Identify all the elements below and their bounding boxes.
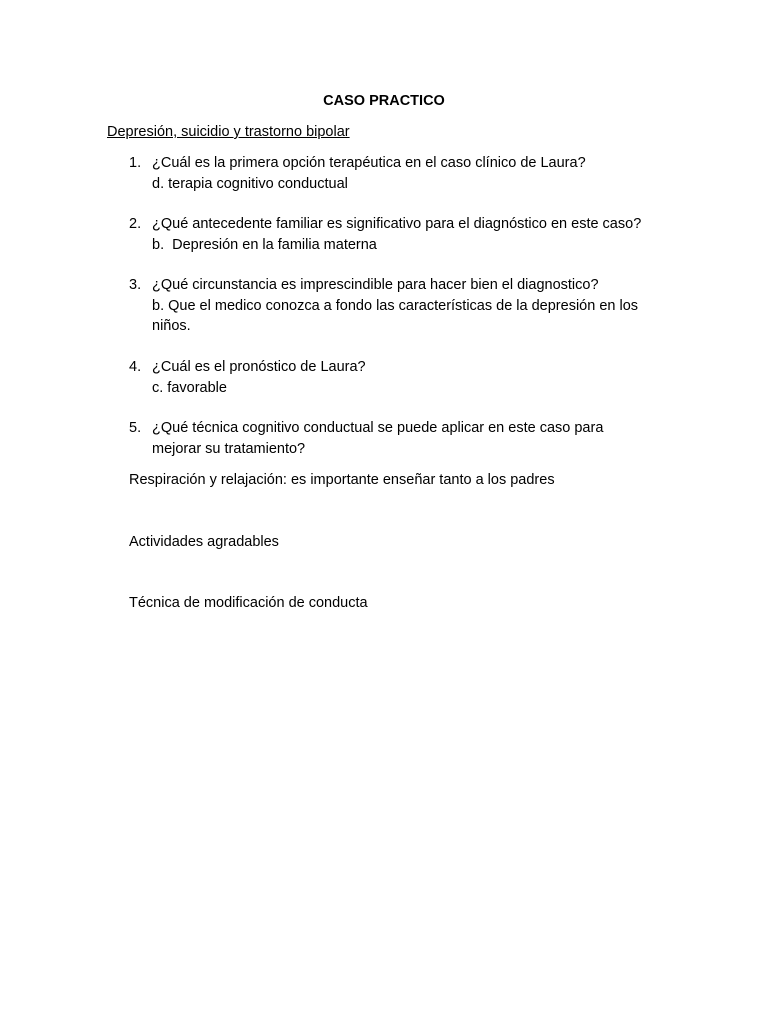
question-number: 4.	[129, 359, 142, 375]
question-number: 3.	[129, 277, 142, 293]
question-answer: b. Que el medico conozca a fondo las características de la depresión en los niños.	[152, 297, 639, 334]
note-tecnica: Técnica de modificación de conducta	[129, 595, 368, 611]
question-text: ¿Qué antecedente familiar es significativo para el diagnóstico en este caso?	[152, 216, 642, 232]
question-text: ¿Cuál es la primera opción terapéutica en el caso clínico de Laura?	[152, 155, 586, 171]
question-text: ¿Qué circunstancia es imprescindible para hacer bien el diagnostico?	[152, 277, 599, 293]
document-subtitle: Depresión, suicidio y trastorno bipolar	[107, 124, 350, 140]
note-actividades: Actividades agradables	[129, 534, 279, 550]
question-number: 2.	[129, 216, 142, 232]
question-number: 5.	[129, 420, 142, 436]
question-text: ¿Qué técnica cognitivo conductual se puede aplicar en este caso para mejorar su tratamiento?	[152, 420, 604, 457]
question-1	[129, 153, 669, 194]
note-respiracion: Respiración y relajación: es importante enseñar tanto a los padres	[129, 472, 555, 488]
question-answer: b. Depresión en la familia materna	[152, 236, 377, 253]
question-answer: c. favorable	[152, 379, 227, 396]
question-answer: d. terapia cognitivo conductual	[152, 175, 348, 192]
question-5	[129, 418, 669, 459]
document-title: CASO PRACTICO	[323, 93, 445, 109]
question-3	[129, 275, 669, 337]
question-text: ¿Cuál es el pronóstico de Laura?	[152, 359, 366, 375]
question-4	[129, 357, 669, 398]
question-number: 1.	[129, 155, 142, 171]
question-2	[129, 214, 669, 255]
